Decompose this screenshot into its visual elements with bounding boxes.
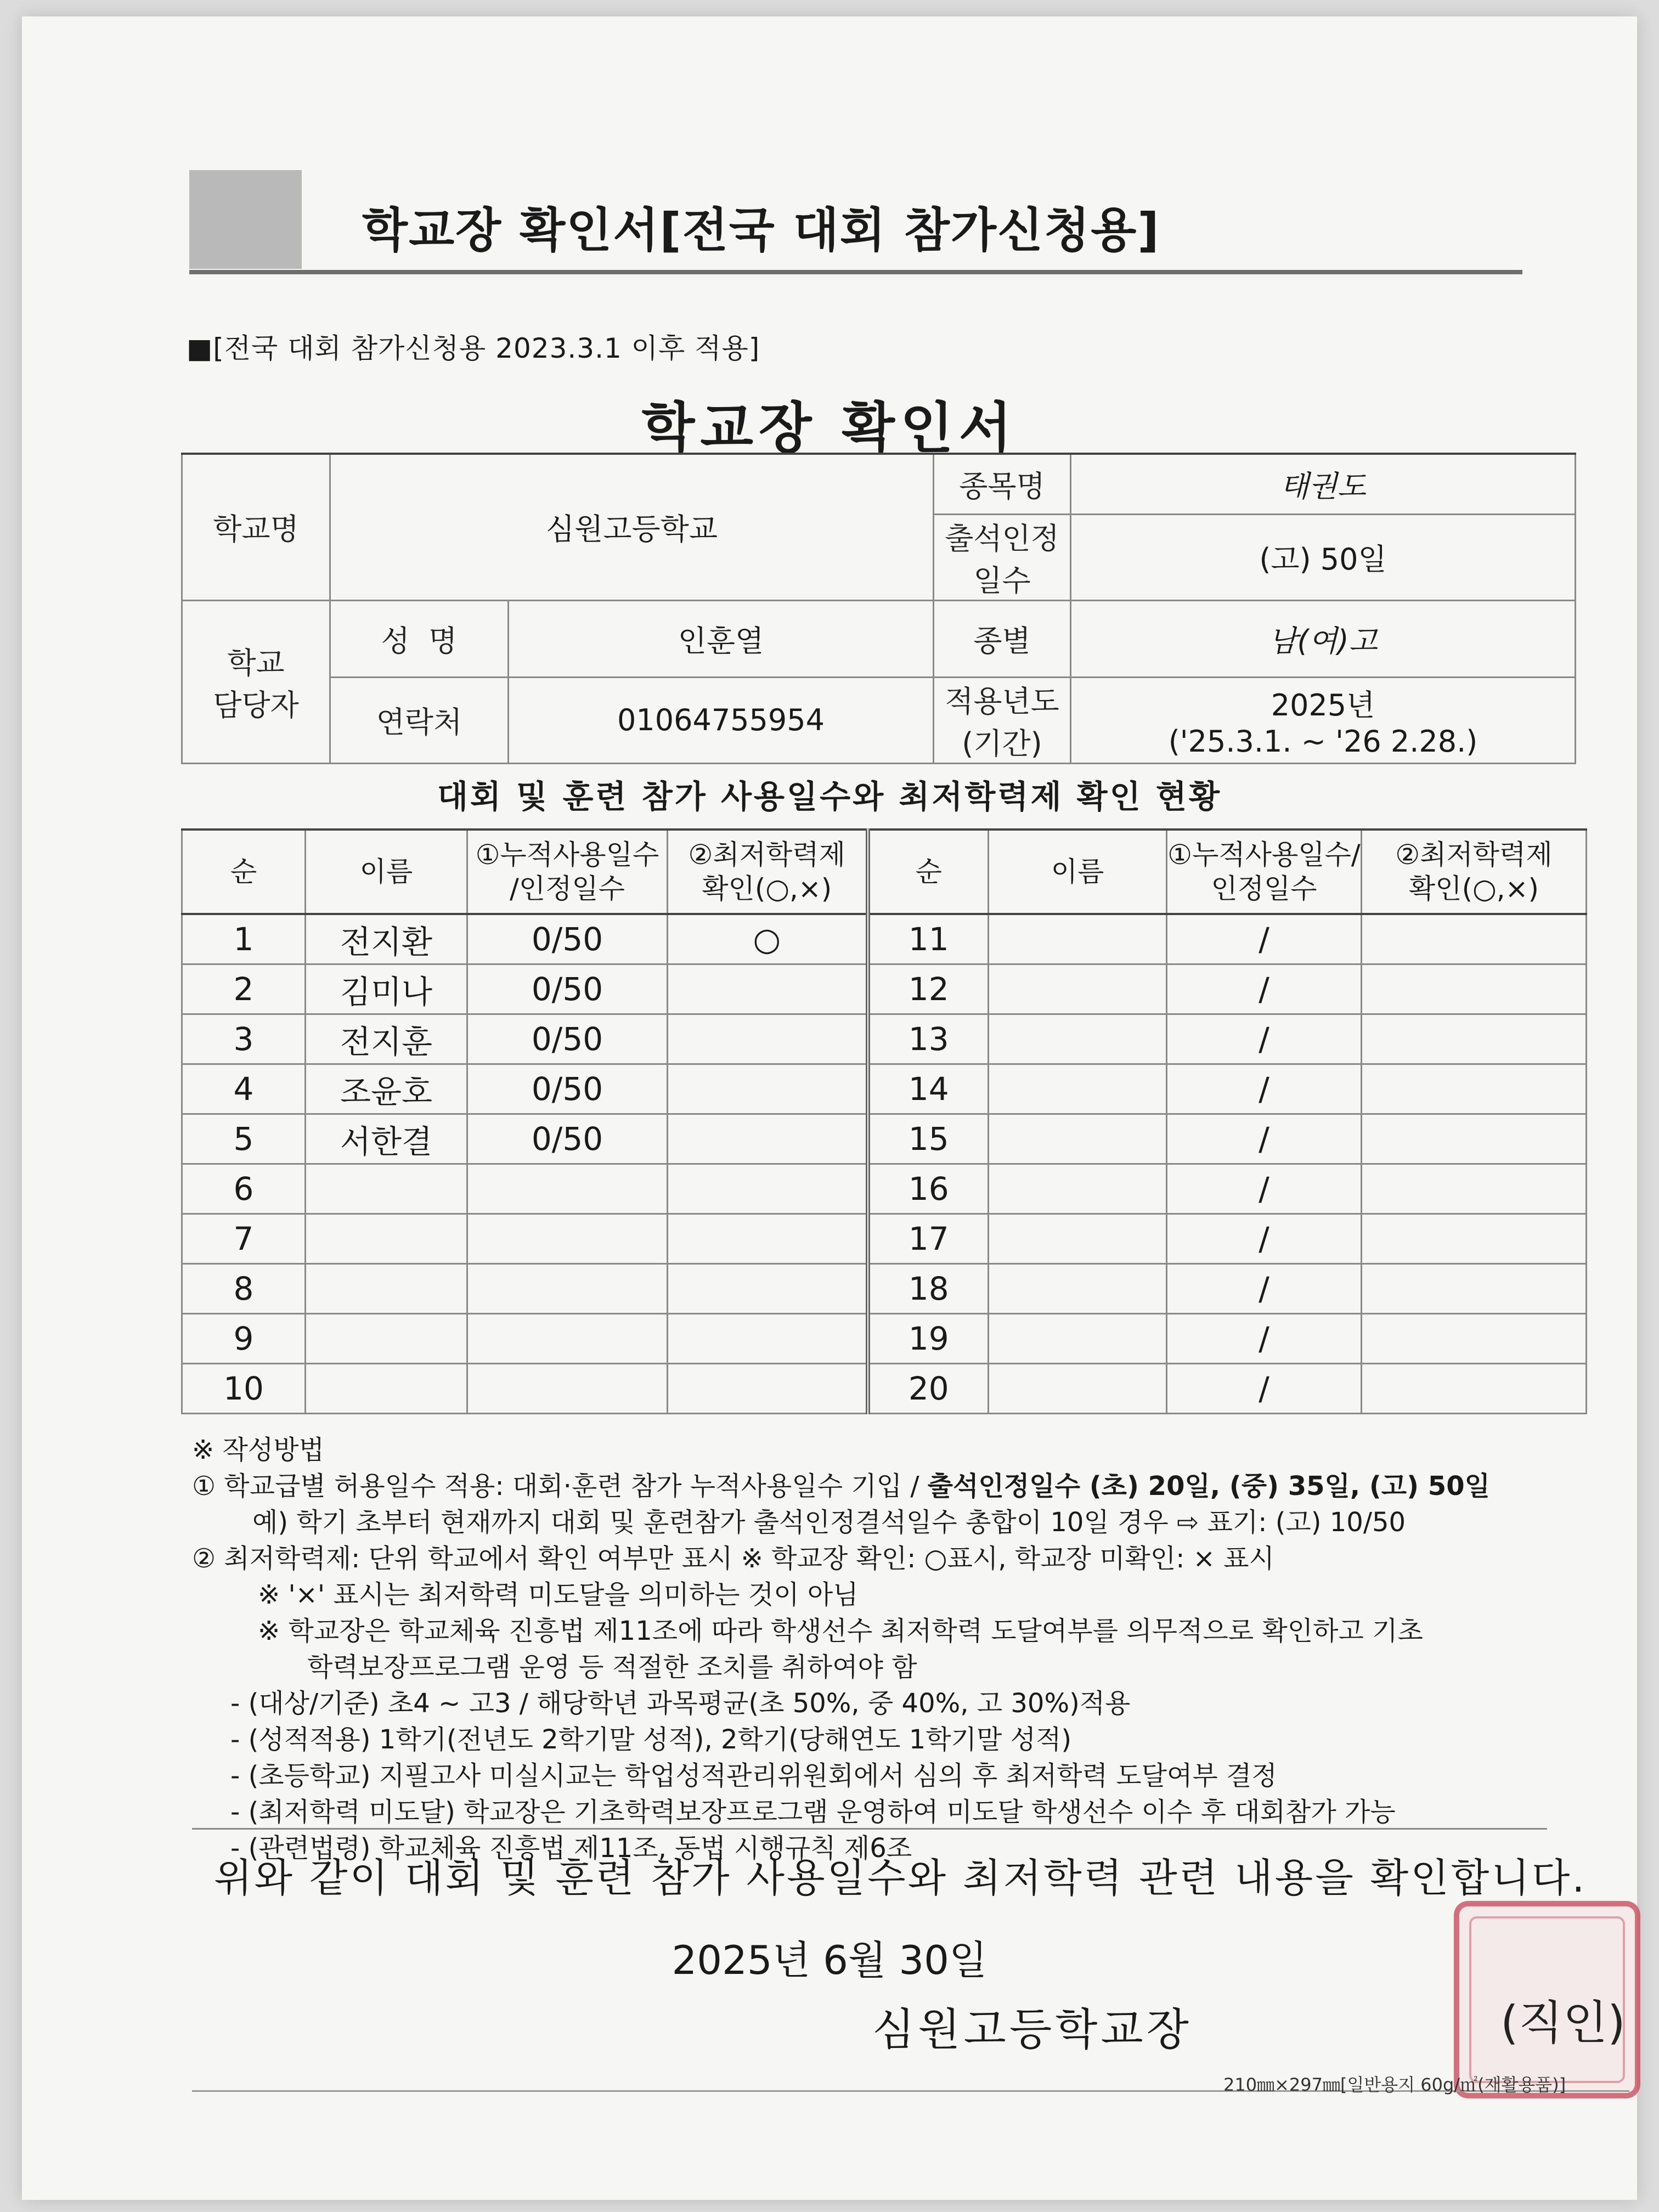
row-name: [306, 1214, 467, 1264]
instructions-title: ※ 작성방법: [192, 1435, 324, 1465]
instruction-target: - (대상/기준) 초4 ~ 고3 / 해당학년 과목평균(초 50%, 중 40%, 고 30%)적용: [230, 1688, 1131, 1719]
staff-label: [182, 600, 330, 763]
attendance-label-line1: 출석인정: [945, 521, 1059, 556]
col-header-name: 이름: [306, 830, 467, 914]
row-no: 9: [182, 1314, 306, 1364]
row-days: 0/50: [467, 1114, 668, 1164]
section-title: 대회 및 훈련 참가 사용일수와 최저학력제 확인 현황: [437, 778, 1222, 815]
period-value: ('25.3.1. ~ '26 2.28.): [1168, 724, 1478, 759]
attendance-days-label: [934, 514, 1071, 600]
table-row: [182, 1214, 1587, 1264]
contact-value: 01064755954: [509, 677, 934, 763]
row-no: 10: [182, 1364, 306, 1414]
row-days: /: [1167, 1314, 1362, 1364]
row-days: [467, 1364, 668, 1414]
row-no: 12: [868, 964, 989, 1014]
sport-value: 태권도: [1071, 454, 1576, 514]
instruction-2: ② 최저학력제: 단위 학교에서 확인 여부만 표시 ※ 학교장 확인: ○표시, 학교장 미확인: × 표시: [192, 1543, 1274, 1574]
row-name: [306, 1364, 467, 1414]
instruction-1-text: ① 학교급별 허용일수 적용: 대회·훈련 참가 누적사용일수 기입 /: [192, 1471, 928, 1502]
row-name: 김미나: [306, 964, 467, 1014]
document-title: 학교장 확인서: [641, 396, 1018, 460]
row-no: 14: [868, 1064, 989, 1114]
instruction-unmet: - (최저학력 미도달) 학교장은 기초학력보장프로그램 운영하여 미도달 학생선수 이수 후 대회참가 가능: [230, 1797, 1396, 1827]
row-check: [1362, 1214, 1587, 1264]
col-header-days-line1: ①누적사용일수: [475, 838, 659, 871]
row-days: /: [1167, 1164, 1362, 1214]
staff-label-line2: 담당자: [213, 687, 299, 723]
gender-value: 남(여)고: [1071, 600, 1576, 677]
attendance-label-line2: 일수: [973, 563, 1031, 598]
row-name: 전지훈: [306, 1014, 467, 1064]
col-header-days-right-line1: ①누적사용일수/: [1167, 838, 1361, 871]
row-check: ○: [668, 914, 868, 964]
row-name: 조윤호: [306, 1064, 467, 1114]
table-row: [182, 1114, 1587, 1164]
year-label-line2: (기간): [962, 726, 1042, 761]
row-no: 18: [868, 1264, 989, 1314]
instruction-1-example: 예) 학기 초부터 현재까지 대회 및 훈련참가 출석인정결석일수 총합이 10일 경우 ⇨ 표기: (고) 10/50: [252, 1507, 1406, 1538]
row-check: [668, 1164, 868, 1214]
document-page: [22, 16, 1637, 2200]
row-check: [1362, 1314, 1587, 1364]
row-name: [989, 1114, 1167, 1164]
row-days: /: [1167, 1264, 1362, 1314]
paper-spec-note: 210㎜×297㎜[일반용지 60g/㎡(재활용품)]: [1223, 2074, 1566, 2095]
row-check: [668, 1264, 868, 1314]
row-name: 전지환: [306, 914, 467, 964]
row-name: [989, 1164, 1167, 1214]
header-rule: [189, 270, 1522, 274]
attendance-table-body: [182, 914, 1587, 1414]
confirmation-statement: 위와 같이 대회 및 훈련 참가 사용일수와 최저학력 관련 내용을 확인합니다.: [214, 1855, 1587, 1901]
row-days: 0/50: [467, 964, 668, 1014]
col-header-days-line2: /인정일수: [509, 873, 625, 905]
row-days: /: [1167, 964, 1362, 1014]
row-days: /: [1167, 1064, 1362, 1114]
row-check: [1362, 1064, 1587, 1114]
col-header-check-line2: 확인(○,×): [702, 873, 832, 905]
school-name-label: 학교명: [182, 454, 330, 600]
row-check: [668, 1364, 868, 1414]
col-header-check-right-line1: ②최저학력제: [1395, 838, 1553, 871]
row-check: [1362, 1014, 1587, 1064]
row-check: [668, 1114, 868, 1164]
row-days: [467, 1314, 668, 1364]
row-no: 13: [868, 1014, 989, 1064]
row-check: [668, 1214, 868, 1264]
table-row: [182, 914, 1587, 964]
row-name: [306, 1314, 467, 1364]
writing-instructions: [192, 1432, 1646, 1866]
row-days: [467, 1264, 668, 1314]
attendance-table: [181, 828, 1587, 1414]
confirmation-date: 2025년 6월 30일: [672, 1937, 988, 1983]
staff-label-line1: 학교: [227, 645, 285, 680]
year-value-cell: [1071, 677, 1576, 763]
row-no: 4: [182, 1064, 306, 1114]
row-days: /: [1167, 1014, 1362, 1064]
instruction-law: - (관련법령) 학교체육 진흥법 제11조, 동법 시행규칙 제6조: [230, 1833, 912, 1864]
col-header-days-right: [1167, 830, 1362, 914]
row-check: [1362, 1264, 1587, 1314]
row-name: [989, 1364, 1167, 1414]
school-name-value: 심원고등학교: [330, 454, 934, 600]
instruction-elementary: - (초등학교) 지필고사 미실시교는 학업성적관리위원회에서 심의 후 최저학력 도달여부 결정: [230, 1760, 1277, 1791]
row-no: 11: [868, 914, 989, 964]
row-name: [989, 1014, 1167, 1064]
row-name: [989, 914, 1167, 964]
instruction-2-note-2: ※ 학교장은 학교체육 진흥법 제11조에 따라 학생선수 최저학력 도달여부를 의무적으로 확인하고 기초: [258, 1616, 1423, 1646]
col-header-no-right: 순: [868, 830, 989, 914]
row-name: [989, 1314, 1167, 1364]
row-no: 1: [182, 914, 306, 964]
gender-label: 종별: [934, 600, 1071, 677]
col-header-check: [668, 830, 868, 914]
year-label: [934, 677, 1071, 763]
row-name: [989, 964, 1167, 1014]
row-days: [467, 1214, 668, 1264]
table-row: [182, 1064, 1587, 1114]
row-no: 2: [182, 964, 306, 1014]
row-days: /: [1167, 914, 1362, 964]
col-header-no: 순: [182, 830, 306, 914]
row-no: 20: [868, 1364, 989, 1414]
col-header-check-right: [1362, 830, 1587, 914]
row-name: [989, 1064, 1167, 1114]
row-no: 15: [868, 1114, 989, 1164]
row-days: 0/50: [467, 1064, 668, 1114]
row-no: 7: [182, 1214, 306, 1264]
instruction-1: [192, 1468, 1646, 1504]
table-row: [182, 1264, 1587, 1314]
row-no: 6: [182, 1164, 306, 1214]
row-days: 0/50: [467, 914, 668, 964]
row-name: [989, 1214, 1167, 1264]
row-check: [668, 964, 868, 1014]
instruction-2-note-2-cont: 학력보장프로그램 운영 등 적절한 조치를 취하여야 함: [307, 1652, 917, 1683]
form-header-title: 학교장 확인서[전국 대회 참가신청용]: [362, 203, 1160, 258]
row-days: /: [1167, 1364, 1362, 1414]
row-check: [668, 1314, 868, 1364]
row-check: [1362, 1364, 1587, 1414]
seal-label: (직인): [1500, 1996, 1626, 2050]
form-applicability-note: ■[전국 대회 참가신청용 2023.3.1 이후 적용]: [187, 332, 760, 364]
col-header-days-right-line2: 인정일수: [1211, 873, 1317, 905]
info-table: [181, 453, 1576, 764]
row-check: [1362, 964, 1587, 1014]
instruction-1-bold: 출석인정일수 (초) 20일, (중) 35일, (고) 50일: [927, 1471, 1490, 1502]
col-header-name-right: 이름: [989, 830, 1167, 914]
row-no: 19: [868, 1314, 989, 1364]
year-label-line1: 적용년도: [945, 684, 1059, 719]
row-name: [989, 1264, 1167, 1314]
staff-name-label: 성 명: [330, 600, 509, 677]
row-days: [467, 1164, 668, 1214]
row-no: 3: [182, 1014, 306, 1064]
row-check: [1362, 1164, 1587, 1214]
row-days: /: [1167, 1214, 1362, 1264]
principal-signature: 심원고등학교장: [872, 2004, 1192, 2055]
row-name: 서한결: [306, 1114, 467, 1164]
sport-label: 종목명: [934, 454, 1071, 514]
table-row: [182, 964, 1587, 1014]
instruction-grades: - (성적적용) 1학기(전년도 2학기말 성적), 2학기(당해연도 1학기말 성적): [230, 1724, 1072, 1755]
row-days: /: [1167, 1114, 1362, 1164]
instruction-2-note-1: ※ '×' 표시는 최저학력 미도달을 의미하는 것이 아님: [258, 1579, 859, 1610]
row-check: [1362, 914, 1587, 964]
col-header-check-line1: ②최저학력제: [688, 838, 845, 871]
col-header-check-right-line2: 확인(○,×): [1408, 873, 1539, 905]
row-no: 5: [182, 1114, 306, 1164]
row-name: [306, 1164, 467, 1214]
row-check: [1362, 1114, 1587, 1164]
header-gray-block: [189, 170, 302, 269]
year-value: 2025년: [1271, 687, 1375, 723]
staff-name-value: 인훈열: [509, 600, 934, 677]
table-row: [182, 1014, 1587, 1064]
contact-label: 연락처: [330, 677, 509, 763]
row-no: 17: [868, 1214, 989, 1264]
table-row: [182, 1164, 1587, 1214]
instructions-rule: [192, 1828, 1547, 1830]
row-name: [306, 1264, 467, 1314]
row-check: [668, 1014, 868, 1064]
table-row: [182, 1314, 1587, 1364]
row-no: 8: [182, 1264, 306, 1314]
row-no: 16: [868, 1164, 989, 1214]
table-row: [182, 1364, 1587, 1414]
row-check: [668, 1064, 868, 1114]
attendance-days-value: (고) 50일: [1071, 514, 1576, 600]
col-header-days: [467, 830, 668, 914]
row-days: 0/50: [467, 1014, 668, 1064]
